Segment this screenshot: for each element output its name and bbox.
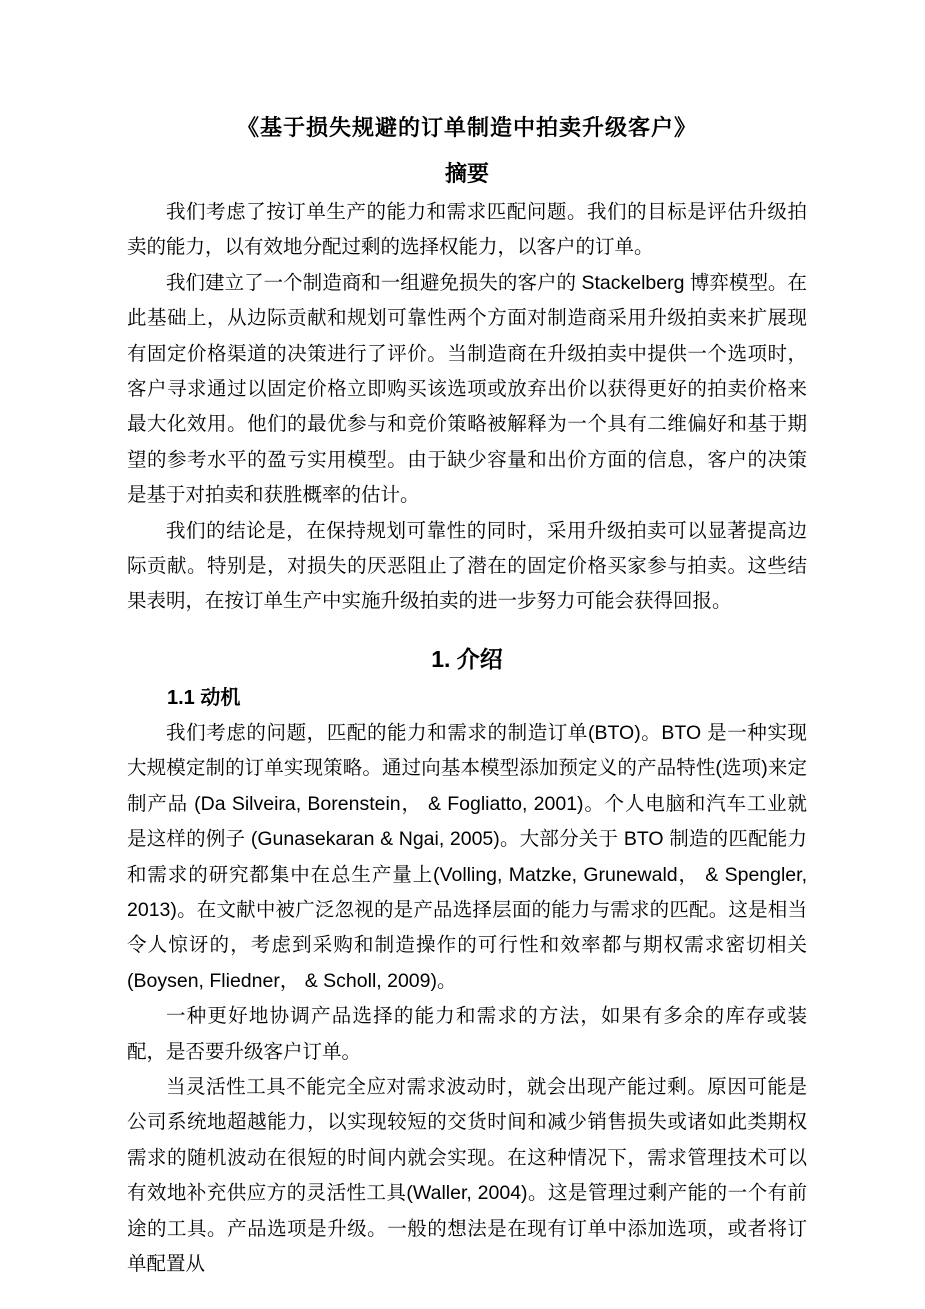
section-1-heading: 1. 介绍 <box>431 645 503 672</box>
motivation-paragraph-3: 当灵活性工具不能完全应对需求波动时，就会出现产能过剩。原因可能是公司系统地超越能力，以实现较短的交货时间和减少销售损失或诸如此类期权需求的随机波动在很短的时间内就会实现。在这种情况下，需求管理技术可以有效地补充供应方的灵活性工具(Waller, 2004)。这是管理过剩产能的一个有前途的工具。产品选项是升级。一般的想法是在现有订单中添加选项，或者将订单配置从 <box>127 1075 807 1275</box>
abstract-paragraph-2: 我们建立了一个制造商和一组避免损失的客户的 Stackelberg 博弈模型。在此基础上，从边际贡献和规划可靠性两个方面对制造商采用升级拍卖来扩展现有固定价格渠道的决策进行了评价。当制造商在升级拍卖中提供一个选项时，客户寻求通过以固定价格立即购买该选项或放弃出价以获得更好的拍卖价格来最大化效用。他们的最优参与和竞价策略被解释为一个具有二维偏好和基于期望的参考水平的盈亏实用模型。由于缺少容量和出价方面的信息，客户的决策是基于对拍卖和获胜概率的估计。 <box>127 271 807 507</box>
motivation-paragraph-2: 一种更好地协调产品选择的能力和需求的方法，如果有多余的库存或装配，是否要升级客户订单。 <box>127 1005 807 1063</box>
document-title: 《基于损失规避的订单制造中拍卖升级客户》 <box>236 115 697 140</box>
abstract-heading: 摘要 <box>444 161 489 186</box>
abstract-paragraph-1: 我们考虑了按订单生产的能力和需求匹配问题。我们的目标是评估升级拍卖的能力，以有效地分配过剩的选择权能力，以客户的订单。 <box>127 201 807 259</box>
subsection-1-1-heading: 1.1 动机 <box>167 686 241 709</box>
abstract-paragraph-3: 我们的结论是，在保持规划可靠性的同时，采用升级拍卖可以显著提高边际贡献。特别是，对损失的厌恶阻止了潜在的固定价格买家参与拍卖。这些结果表明，在按订单生产中实施升级拍卖的进一步努力可能会获得回报。 <box>127 519 807 613</box>
motivation-paragraph-1: 我们考虑的问题，匹配的能力和需求的制造订单(BTO)。BTO 是一种实现大规模定制的订单实现策略。通过向基本模型添加预定义的产品特性(选项)来定制产品 (Da Silveira, Borenstein， & Fogliatto, 2001)。个人电脑和汽车工业就是这样的例子 (Gunasekaran & Ngai, 2005)。大部分关于 BTO 制造的匹配能力和需求的研究都集中在总生产量上(Volling, Matzke, Grunewald， & Spengler, 2013)。在文献中被广泛忽视的是产品选择层面的能力与需求的匹配。这是相当令人惊讶的，考虑到采购和制造操作的可行性和效率都与期权需求密切相关(Boysen, Fliedner， & Scholl, 2009)。 <box>127 721 807 992</box>
